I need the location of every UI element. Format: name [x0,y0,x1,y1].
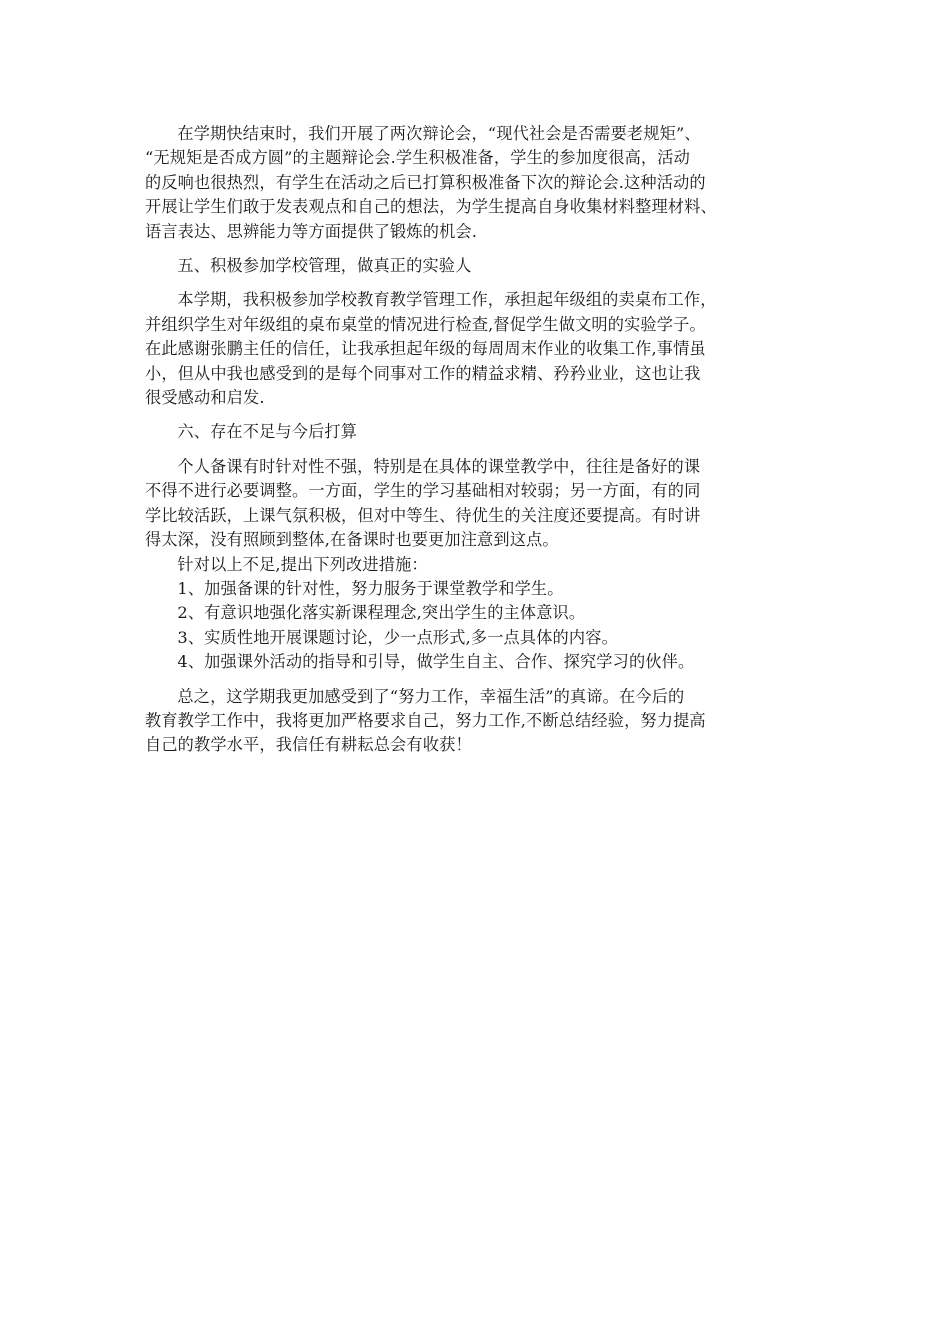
measures-list [145,577,815,675]
section-heading-6: 六、存在不足与今后打算 [177,422,358,442]
paragraph-management: 本学期，我积极参加学校教育教学管理工作，承担起年级组的卖桌布工作， 并组织学生对年级组的桌布桌堂的情况进行检查,督促学生做文明的实验学子。 在此感谢张鹏主任的信任，让我承担起年级的每周周末作业的收集工作,事情虽 小，但从中我也感受到的是每个同事对工作的精益求精、矜矜业业，这也让我 很受感动和启发. [145,290,717,408]
document-body [145,122,815,758]
section-heading-5: 五、积极参加学校管理，做真正的实验人 [177,256,472,276]
paragraph-shortcomings: 个人备课有时针对性不强，特别是在具体的课堂教学中，往往是备好的课 不得不进行必要调整。一方面，学生的学习基础相对较弱；另一方面，有的同 学比较活跃，上课气氛积极，但对中等生、待优生的关注度还要提高。有时讲 得太深，没有照顾到整体,在备课时也要更加注意到这点。 [145,456,701,550]
measures-intro: 针对以上不足,提出下列改进措施： [177,554,428,574]
paragraph-conclusion: 总之，这学期我更加感受到了“努力工作，幸福生活”的真谛。在今后的 教育教学工作中，我将更加严格要求自己，努力工作,不断总结经验，努力提高 自己的教学水平，我信任有耕耘总会有收获！ [145,686,706,755]
list-item: 3、实质性地开展课题讨论，少一点形式,多一点具体的内容。 [177,627,618,647]
list-item: 1、加强备课的针对性，努力服务于课堂教学和学生。 [177,578,564,598]
list-item: 4、加强课外活动的指导和引导，做学生自主、合作、探究学习的伙伴。 [177,652,695,672]
list-item: 2、有意识地强化落实新课程理念,突出学生的主体意识。 [177,603,586,623]
paragraph-debate: 在学期快结束时，我们开展了两次辩论会，“现代社会是否需要老规矩”、 “无规矩是否成方圆”的主题辩论会.学生积极准备，学生的参加度很高，活动 的反响也很热烈，有学生在活动之后已打算积极准备下次的辩论会.这种活动的 开展让学生们敢于发表观点和自己的想法，为学生提高自身收集材料整理材料、 语言表达、思辨能力等方面提供了锻炼的机会. [145,124,717,241]
